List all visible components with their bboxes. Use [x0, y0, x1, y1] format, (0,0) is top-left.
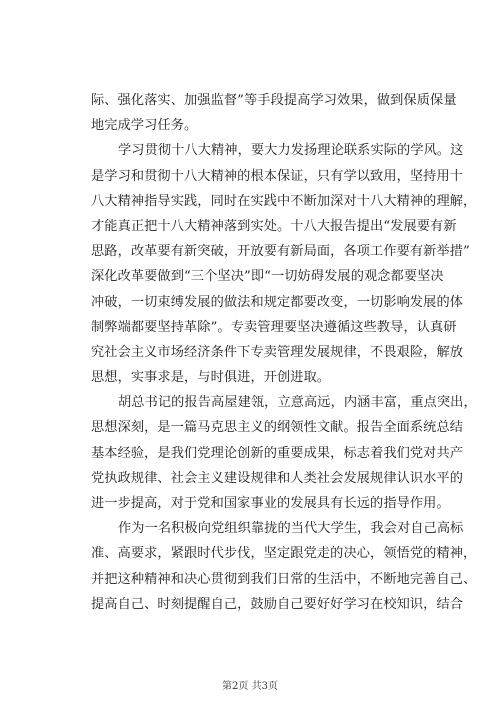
text-line: 制弊端都要坚持革除”。专卖管理要坚决遵循这些教导，认真研	[91, 319, 457, 335]
paragraph	[91, 390, 477, 516]
paragraph	[91, 516, 477, 617]
text-line: 深化改革要做到“三个坚决”即“一切妨碍发展的观念都要坚决	[91, 269, 444, 285]
text-line: 提高自己、时刻提醒自己，鼓励自己要好好学习在校知识，结合	[91, 596, 464, 612]
text-line: 基本经验，是我们党理论创新的重要成果，标志着我们党对共产	[91, 445, 464, 461]
text-line: 思想深刻，是一篇马克思主义的纲领性文献。报告全面系统总结	[91, 420, 464, 436]
text-line: 思路，改革要有新突破，开放要有新局面，各项工作要有新举措”	[91, 244, 470, 260]
text-line: 准、高要求，紧跟时代步伐，坚定跟党走的决心，领悟党的精神，	[91, 546, 477, 562]
text-line: 并把这种精神和决心贯彻到我们日常的生活中，不断地完善自己、	[91, 571, 477, 587]
page-number-footer: 第2页 共3页	[222, 681, 278, 692]
text-line: 是学习和贯彻十八大精神的根本保证，只有学以致用，坚持用十	[91, 168, 464, 184]
text-line: 作为一名积极向党组织靠拢的当代大学生，我会对自己高标	[118, 521, 464, 537]
text-line: 才能真正把十八大精神落到实处。十八大报告提出“发展要有新	[91, 218, 457, 234]
text-line: 党执政规律、社会主义建设规律和人类社会发展规律认识水平的	[91, 470, 464, 486]
text-line: 思想，实事求是，与时俱进，开创进取。	[91, 370, 331, 386]
document-body	[91, 88, 477, 617]
paragraph	[91, 88, 457, 138]
text-line: 学习贯彻十八大精神，要大力发扬理论联系实际的学风。这	[118, 143, 464, 159]
text-line: 冲破，一切束缚发展的做法和规定都要改变，一切影响发展的体	[91, 294, 464, 310]
text-line: 八大精神指导实践，同时在实践中不断加深对十八大精神的理解，	[91, 193, 477, 209]
text-line: 进一步提高，对于党和国家事业的发展具有长远的指导作用。	[91, 496, 450, 511]
text-line: 胡总书记的报告高屋建瓴，立意高远，内涵丰富，重点突出，	[118, 395, 477, 411]
paragraph	[91, 138, 477, 390]
text-line: 际、强化落实、加强监督”等手段提高学习效果，做到保质保量	[91, 93, 457, 108]
text-line: 地完成学习任务。	[91, 118, 198, 134]
text-line: 究社会主义市场经济条件下专卖管理发展规律，不畏艰险，解放	[91, 344, 464, 360]
